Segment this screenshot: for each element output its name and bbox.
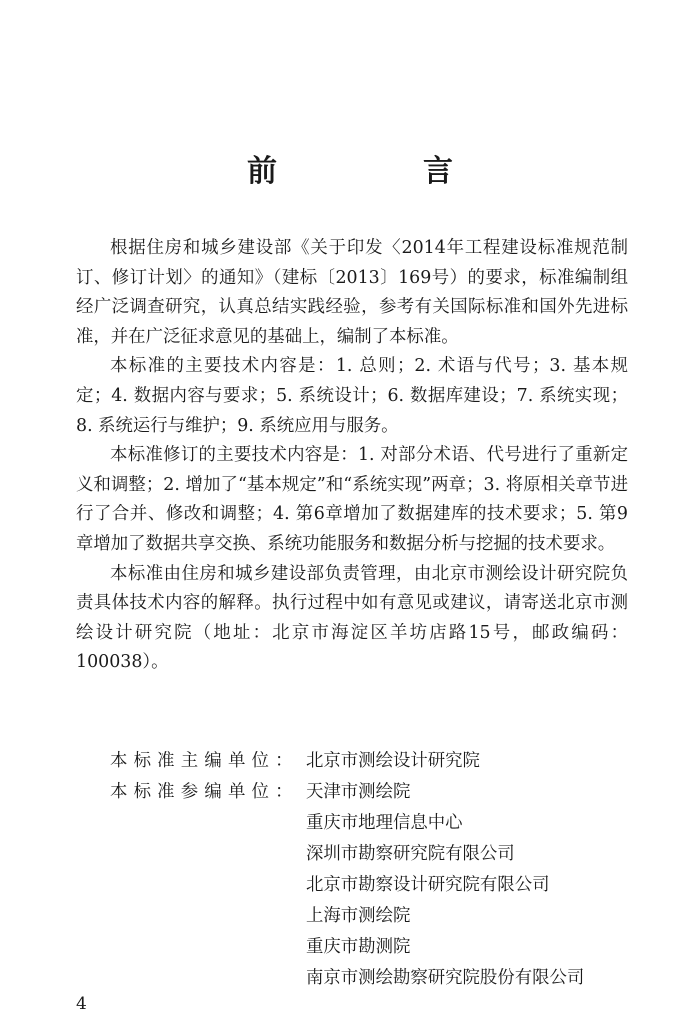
participant-unit: 天津市测绘院 xyxy=(306,782,411,802)
participant-unit: 南京市测绘勘察研究院股份有限公司 xyxy=(306,968,585,988)
paragraph-basis: 根据住房和城乡建设部《关于印发〈2014年工程建设标准规范制订、修订计划〉的通知》（建标〔2013〕169号）的要求，标准编制组经广泛调查研究，认真总结实践经验，参考有关国际标准和国外先进标准，并在广泛征求意见的基础上，编制了本标准。 xyxy=(76,238,628,347)
participants-units xyxy=(306,777,584,994)
chief-editor-label: 本标准主编单位： xyxy=(110,751,299,771)
paragraph-revision-content: 本标准修订的主要技术内容是：1. 对部分术语、代号进行了重新定义和调整；2. 增加了“基本规定”和“系统实现”两章；3. 将原相关章节进行了合并、修改和调整；4. 第6章增加了数据建库的技术要求；5. 第9章增加了数据共享交换、系统功能服务和数据分析与挖掘的技术要求。 xyxy=(76,445,628,554)
preface-body xyxy=(76,234,628,678)
chief-editor-row xyxy=(76,746,636,777)
page-title: 前 言 xyxy=(247,154,511,189)
participant-unit: 深圳市勘察研究院有限公司 xyxy=(306,844,515,864)
participant-unit: 北京市勘察设计研究院有限公司 xyxy=(306,875,550,895)
chief-editor-unit: 北京市测绘设计研究院 xyxy=(306,751,480,771)
participants-row xyxy=(76,777,636,994)
paragraph-management: 本标准由住房和城乡建设部负责管理，由北京市测绘设计研究院负责具体技术内容的解释。执行过程中如有意见或建议，请寄送北京市测绘设计研究院（地址：北京市海淀区羊坊店路15号，邮政编码：100038）。 xyxy=(76,563,628,673)
chief-editor-units xyxy=(306,746,480,777)
participant-unit: 重庆市地理信息中心 xyxy=(306,813,463,833)
participants-label: 本标准参编单位： xyxy=(110,782,299,802)
editing-units xyxy=(76,746,636,994)
paragraph-main-content: 本标准的主要技术内容是：1. 总则；2. 术语与代号；3. 基本规定；4. 数据内容与要求；5. 系统设计；6. 数据库建设；7. 系统实现；8. 系统运行与维护；9. 系统应用与服务。 xyxy=(76,356,628,436)
participant-unit: 上海市测绘院 xyxy=(306,906,411,926)
participant-unit: 重庆市勘测院 xyxy=(306,937,411,957)
page-number: 4 xyxy=(76,994,87,1014)
